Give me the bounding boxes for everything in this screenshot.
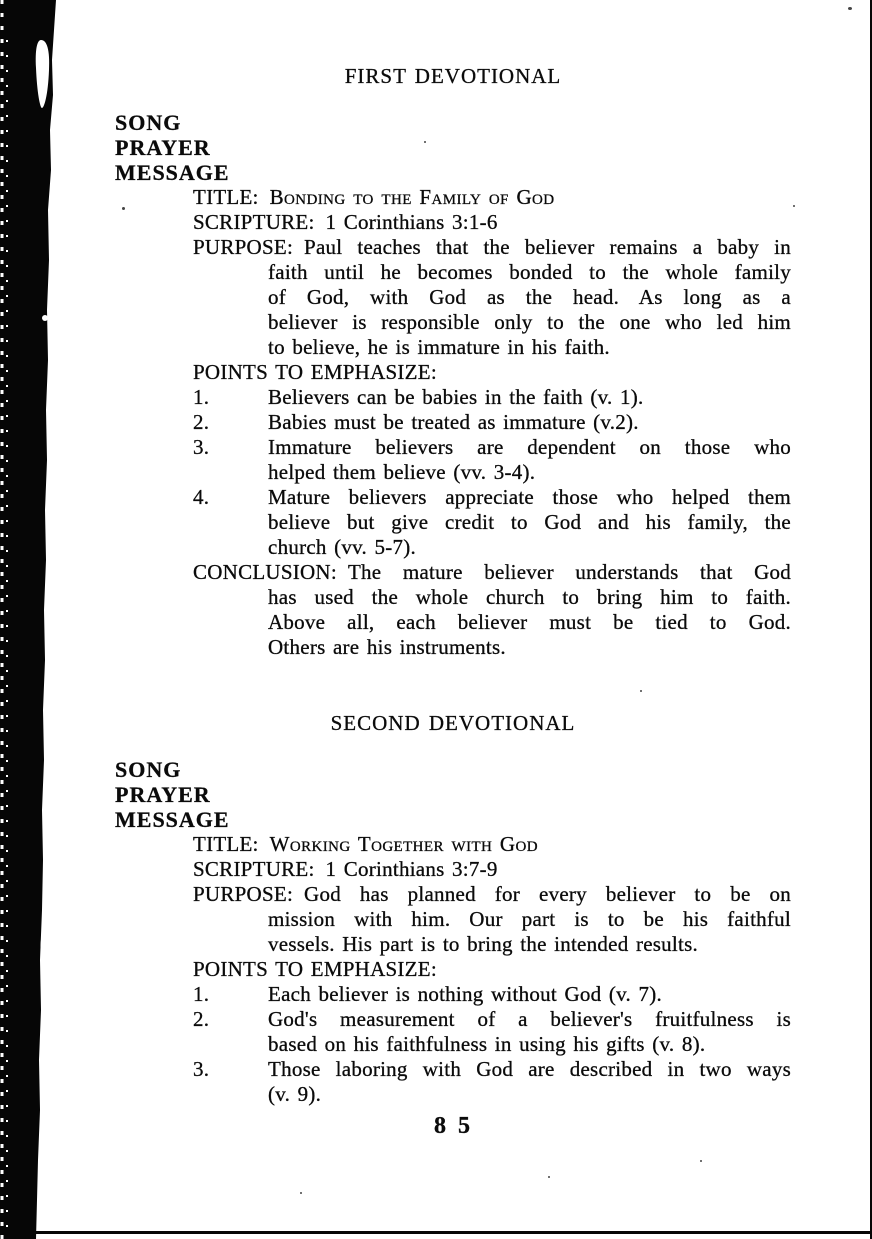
point-number: 2.: [193, 1007, 210, 1031]
point-text: (v. 9).: [268, 1082, 322, 1106]
page-number-container: [115, 1112, 791, 1140]
title-line: [193, 185, 791, 210]
purpose-line: vessels. His part is to bring the intended results.: [268, 932, 699, 956]
section-heading: SECOND DEVOTIONAL: [330, 711, 576, 735]
point-item: [193, 435, 791, 485]
point-number: 1.: [193, 385, 210, 409]
message-outline: [193, 832, 791, 1107]
message-label: MESSAGE: [115, 807, 230, 832]
first-devotional-section: [115, 64, 791, 660]
conclusion-line: has used the whole church to bring him to faith.: [268, 585, 791, 609]
point-text: church (vv. 5-7).: [268, 535, 417, 559]
song-label: SONG: [115, 110, 182, 135]
message-label: MESSAGE: [115, 160, 230, 185]
purpose-label: PURPOSE:: [193, 235, 294, 259]
scripture-line: [193, 210, 791, 235]
scripture-line: [193, 857, 791, 882]
scripture-text: 1 Corinthians 3:7-9: [325, 857, 498, 881]
purpose-line: PURPOSE: Paul teaches that the believer remains a baby in: [193, 235, 791, 259]
scan-speck: [122, 207, 125, 210]
scripture-text: 1 Corinthians 3:1-6: [325, 210, 498, 234]
point-text: God's measurement of a believer's fruitfulness is: [268, 1007, 791, 1031]
binding-scan-strip: [0, 0, 60, 1239]
point-text: Each believer is nothing without God (v. 7).: [268, 982, 662, 1006]
scan-speck: [848, 7, 852, 10]
page-number: 8 5: [434, 1113, 472, 1139]
title-label: TITLE:: [193, 185, 259, 209]
point-text: based on his faithfulness in using his gifts (v. 8).: [268, 1032, 706, 1056]
service-order-labels: [115, 110, 791, 185]
purpose-paragraph: [193, 882, 791, 957]
conclusion-line: Above all, each believer must be tied to God.: [268, 610, 791, 634]
scripture-label: SCRIPTURE:: [193, 210, 315, 234]
scan-speck: [700, 1160, 702, 1162]
scan-speck: [300, 1192, 302, 1194]
purpose-line: faith until he becomes bonded to the whole family: [268, 260, 791, 284]
scan-speck: [548, 1176, 550, 1178]
purpose-line: to believe, he is immature in his faith.: [268, 335, 610, 359]
purpose-line: of God, with God as the head. As long as a: [268, 285, 791, 309]
point-item: [193, 1007, 791, 1057]
conclusion-line: CONCLUSION: The mature believer understands that God: [193, 560, 791, 584]
message-outline: [193, 185, 791, 660]
conclusion-paragraph: [193, 560, 791, 660]
title-label: TITLE:: [193, 832, 259, 856]
point-text: Those laboring with God are described in two ways: [268, 1057, 791, 1081]
point-text: believe but give credit to God and his family, the: [268, 510, 791, 534]
point-text: helped them believe (vv. 3-4).: [268, 460, 536, 484]
title-text: Bonding to the Family of God: [269, 185, 555, 209]
section-heading: FIRST DEVOTIONAL: [344, 64, 562, 88]
point-item: [193, 982, 791, 1007]
prayer-label: PRAYER: [115, 782, 211, 807]
purpose-line: believer is responsible only to the one who led him: [268, 310, 791, 334]
purpose-line: mission with him. Our part is to be his faithful: [268, 907, 791, 931]
second-devotional-section: [115, 711, 791, 1107]
page-bottom-edge: [28, 1231, 872, 1234]
title-text: Working Together with God: [269, 832, 538, 856]
point-item: [193, 485, 791, 560]
purpose-label: PURPOSE:: [193, 882, 294, 906]
point-item: [193, 1057, 791, 1107]
point-item: [193, 410, 791, 435]
conclusion-line: Others are his instruments.: [268, 635, 506, 659]
conclusion-label: CONCLUSION:: [193, 560, 337, 584]
point-item: [193, 385, 791, 410]
points-heading: POINTS TO EMPHASIZE:: [193, 957, 437, 981]
point-text: Immature believers are dependent on those who: [268, 435, 791, 459]
points-heading: POINTS TO EMPHASIZE:: [193, 360, 437, 384]
point-text: Mature believers appreciate those who helped them: [268, 485, 791, 509]
point-number: 3.: [193, 435, 210, 459]
purpose-line: PURPOSE: God has planned for every believer to be on: [193, 882, 791, 906]
point-text: Believers can be babies in the faith (v. 1).: [268, 385, 644, 409]
scan-speck: [424, 141, 426, 143]
prayer-label: PRAYER: [115, 135, 211, 160]
scripture-label: SCRIPTURE:: [193, 857, 315, 881]
purpose-paragraph: [193, 235, 791, 360]
scan-speck: [640, 690, 642, 692]
point-text: Babies must be treated as immature (v.2).: [268, 410, 639, 434]
song-label: SONG: [115, 757, 182, 782]
title-line: [193, 832, 791, 857]
point-number: 2.: [193, 410, 210, 434]
service-order-labels: [115, 757, 791, 832]
scan-speck: [793, 205, 795, 207]
point-number: 1.: [193, 982, 210, 1006]
point-number: 3.: [193, 1057, 210, 1081]
point-number: 4.: [193, 485, 210, 509]
